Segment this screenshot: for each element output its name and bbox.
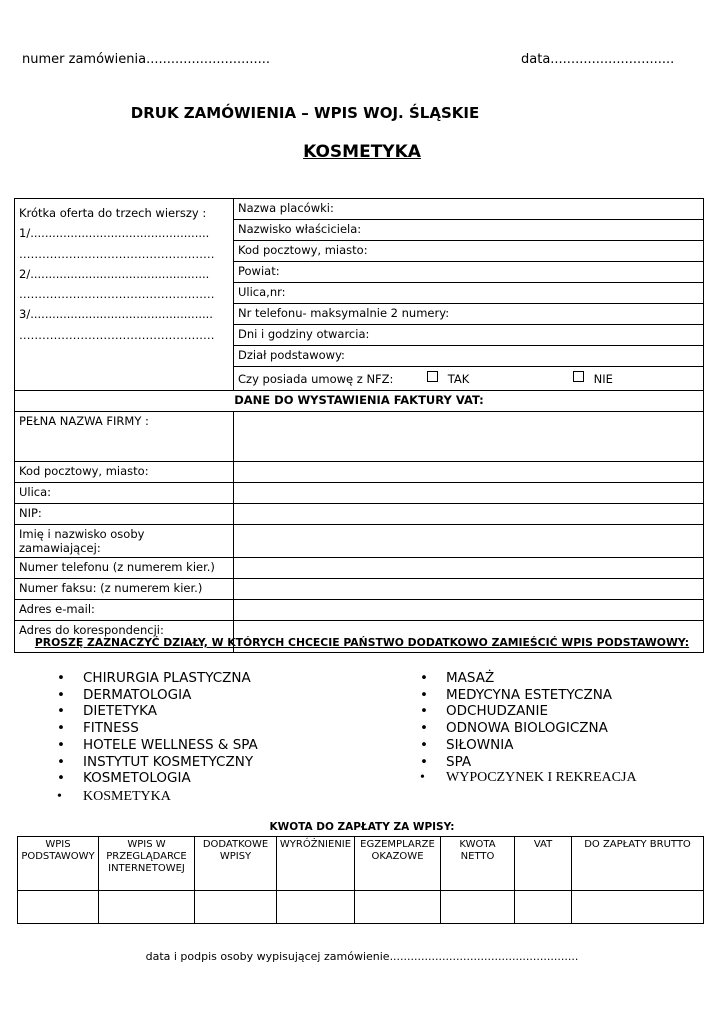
offer-heading: Krótka oferta do trzech wierszy :: [19, 206, 207, 220]
offer-line: 1/.................................................: [19, 226, 210, 241]
section-item[interactable]: • KOSMETYKA: [57, 789, 258, 806]
orderer-name-label: Imię i nazwisko osoby zamawiającej:: [15, 525, 234, 558]
payment-table: [17, 836, 704, 924]
email-input[interactable]: [234, 600, 704, 621]
section-item[interactable]: • SPA: [420, 754, 637, 771]
section-item[interactable]: • INSTYTUT KOSMETYCZNY: [57, 754, 258, 771]
payment-col-header: WPIS W PRZEGLĄDARCE INTERNETOWEJ: [99, 837, 195, 891]
payment-cell[interactable]: [355, 891, 441, 924]
offer-line: 3/..................................................: [19, 307, 213, 322]
category-title: KOSMETYKA: [303, 142, 421, 162]
payment-cell[interactable]: [18, 891, 99, 924]
payment-col-header: WYRÓŻNIENIE: [277, 837, 355, 891]
sections-list-left: [57, 670, 258, 806]
section-item[interactable]: • DIETETYKA: [57, 703, 258, 720]
payment-cell[interactable]: [572, 891, 704, 924]
correspondence-label: Adres do korespondencji:: [15, 621, 234, 653]
payment-col-header: KWOTA NETTO: [441, 837, 515, 891]
payment-cell[interactable]: [441, 891, 515, 924]
payment-col-header: WPIS PODSTAWOWY: [18, 837, 99, 891]
date-field: data..............................: [521, 52, 675, 67]
fax-label: Numer faksu: (z numerem kier.): [15, 579, 234, 600]
orderer-name-input[interactable]: [234, 525, 704, 558]
invoice-postal-input[interactable]: [234, 462, 704, 483]
opening-hours-field[interactable]: Dni i godziny otwarcia:: [234, 325, 704, 346]
signature-line: data i podpis osoby wypisującej zamówienie......................................................: [145, 950, 579, 963]
fax-input[interactable]: [234, 579, 704, 600]
section-item[interactable]: • WYPOCZYNEK I REKREACJA: [420, 770, 637, 787]
section-item[interactable]: • ODNOWA BIOLOGICZNA: [420, 720, 637, 737]
offer-line: ……………………………………………: [19, 246, 215, 261]
section-item[interactable]: • KOSMETOLOGIA: [57, 770, 258, 787]
street-field[interactable]: Ulica,nr:: [234, 283, 704, 304]
invoice-phone-label: Numer telefonu (z numerem kier.): [15, 558, 234, 579]
invoice-heading: DANE DO WYSTAWIENIA FAKTURY VAT:: [15, 391, 704, 412]
nfz-yes-checkbox[interactable]: [427, 371, 438, 382]
offer-line: 2/.................................................: [19, 266, 210, 281]
sections-heading: PROSZĘ ZAZNACZYĆ DZIAŁY, W KTÓRYCH CHCECIE PAŃSTWO DODATKOWO ZAMIEŚCIĆ WPIS PODSTAWOWY:: [34, 636, 690, 649]
nip-label: NIP:: [15, 504, 234, 525]
section-item[interactable]: • MASAŻ: [420, 670, 637, 687]
invoice-phone-input[interactable]: [234, 558, 704, 579]
offer-line: ……………………………………………: [19, 287, 215, 302]
payment-col-header: DODATKOWE WPISY: [195, 837, 277, 891]
section-item[interactable]: • MEDYCYNA ESTETYCZNA: [420, 687, 637, 704]
county-field[interactable]: Powiat:: [234, 262, 704, 283]
payment-col-header: EGZEMPLARZE OKAZOWE: [355, 837, 441, 891]
section-item[interactable]: • SIŁOWNIA: [420, 737, 637, 754]
nfz-yes-label: TAK: [447, 372, 470, 386]
offer-line: ……………………………………………: [19, 327, 215, 342]
postal-city-field[interactable]: Kod pocztowy, miasto:: [234, 241, 704, 262]
section-item[interactable]: • CHIRURGIA PLASTYCZNA: [57, 670, 258, 687]
invoice-postal-label: Kod pocztowy, miasto:: [15, 462, 234, 483]
nip-input[interactable]: [234, 504, 704, 525]
invoice-street-input[interactable]: [234, 483, 704, 504]
order-number-field: numer zamówienia..............................: [22, 52, 271, 67]
form-title: DRUK ZAMÓWIENIA – WPIS WOJ. ŚLĄSKIE: [130, 104, 480, 122]
payment-cell[interactable]: [515, 891, 572, 924]
phone-field[interactable]: Nr telefonu- maksymalnie 2 numery:: [234, 304, 704, 325]
nfz-field: [234, 367, 704, 391]
facility-name-field[interactable]: Nazwa placówki:: [234, 199, 704, 220]
nfz-no-label: NIE: [593, 372, 613, 386]
invoice-street-label: Ulica:: [15, 483, 234, 504]
section-item[interactable]: • HOTELE WELLNESS & SPA: [57, 737, 258, 754]
section-item[interactable]: • DERMATOLOGIA: [57, 687, 258, 704]
order-form-table: [14, 198, 704, 653]
offer-cell[interactable]: [15, 199, 234, 391]
payment-col-header: VAT: [515, 837, 572, 891]
section-item[interactable]: • ODCHUDZANIE: [420, 703, 637, 720]
payment-cell[interactable]: [277, 891, 355, 924]
payment-col-header: DO ZAPŁATY BRUTTO: [572, 837, 704, 891]
payment-cell[interactable]: [99, 891, 195, 924]
sections-list-right: [420, 670, 637, 787]
company-name-label: PEŁNA NAZWA FIRMY :: [15, 412, 234, 462]
nfz-no-checkbox[interactable]: [573, 371, 584, 382]
payment-heading: KWOTA DO ZAPŁATY ZA WPISY:: [269, 821, 455, 833]
nfz-label: Czy posiada umowę z NFZ:: [238, 372, 394, 386]
owner-name-field[interactable]: Nazwisko właściciela:: [234, 220, 704, 241]
payment-cell[interactable]: [195, 891, 277, 924]
company-name-input[interactable]: [234, 412, 704, 462]
email-label: Adres e-mail:: [15, 600, 234, 621]
section-item[interactable]: • FITNESS: [57, 720, 258, 737]
main-section-field[interactable]: Dział podstawowy:: [234, 346, 704, 367]
